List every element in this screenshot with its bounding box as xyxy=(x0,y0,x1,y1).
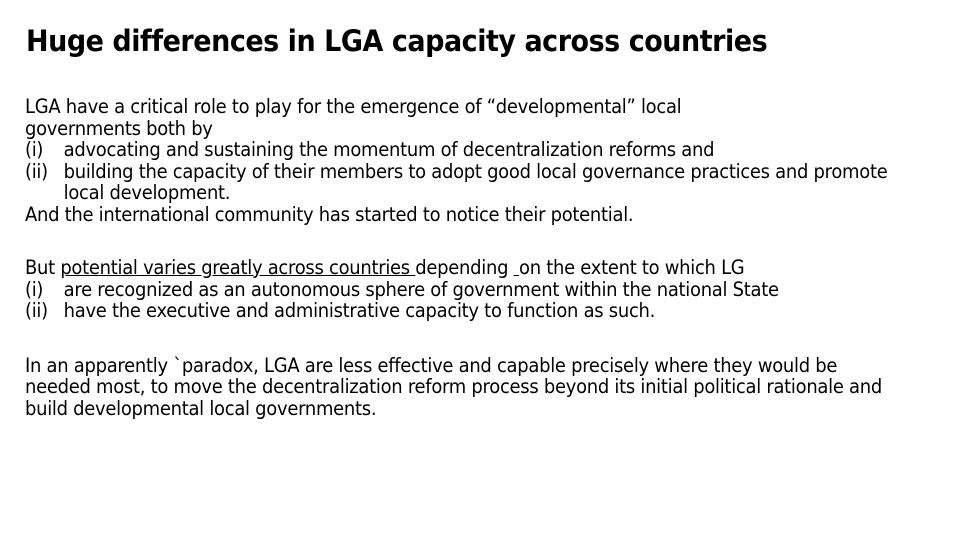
list-item-number: (i) xyxy=(25,277,44,301)
paragraph-lga-role xyxy=(25,96,890,225)
list-item xyxy=(25,139,890,161)
list-item-number: (ii) xyxy=(25,299,48,322)
intro-line-1: LGA have a critical role to play for the emergence of “developmental” local xyxy=(25,95,682,118)
rest-text-a: depending xyxy=(415,256,514,279)
slide-title: Huge differences in LGA capacity across countries xyxy=(26,24,768,58)
list-item-text: have the executive and administrative capacity to function as such. xyxy=(63,299,656,322)
list-item xyxy=(25,161,890,204)
list-item xyxy=(25,300,890,322)
list-item-text: are recognized as an autonomous sphere of government within the national State xyxy=(63,277,779,301)
list-item xyxy=(25,279,890,301)
list-item-text: building the capacity of their members to adopt good local governance practices and promote local development. xyxy=(63,159,888,204)
potential-line xyxy=(25,257,890,279)
list-item-number: (ii) xyxy=(25,159,48,183)
intro-line-2: governments both by xyxy=(25,116,213,140)
rest-text-b: on the extent to which LG xyxy=(519,256,745,279)
closing-line: And the international community has started to notice their potential. xyxy=(25,202,634,226)
list-item-text: advocating and sustaining the momentum of decentralization reforms and xyxy=(63,138,715,161)
slide-body xyxy=(25,96,890,419)
underlined-emphasis: potential varies greatly across countries xyxy=(60,256,416,279)
list-item-number: (i) xyxy=(25,138,44,161)
lead-text: But xyxy=(25,256,61,279)
paragraph-potential xyxy=(25,257,890,322)
paragraph-paradox: In an apparently `paradox, LGA are less effective and capable precisely where they would be needed most, to move the decentralization reform process beyond its initial political rationale and build developmental local governments. xyxy=(25,353,882,420)
